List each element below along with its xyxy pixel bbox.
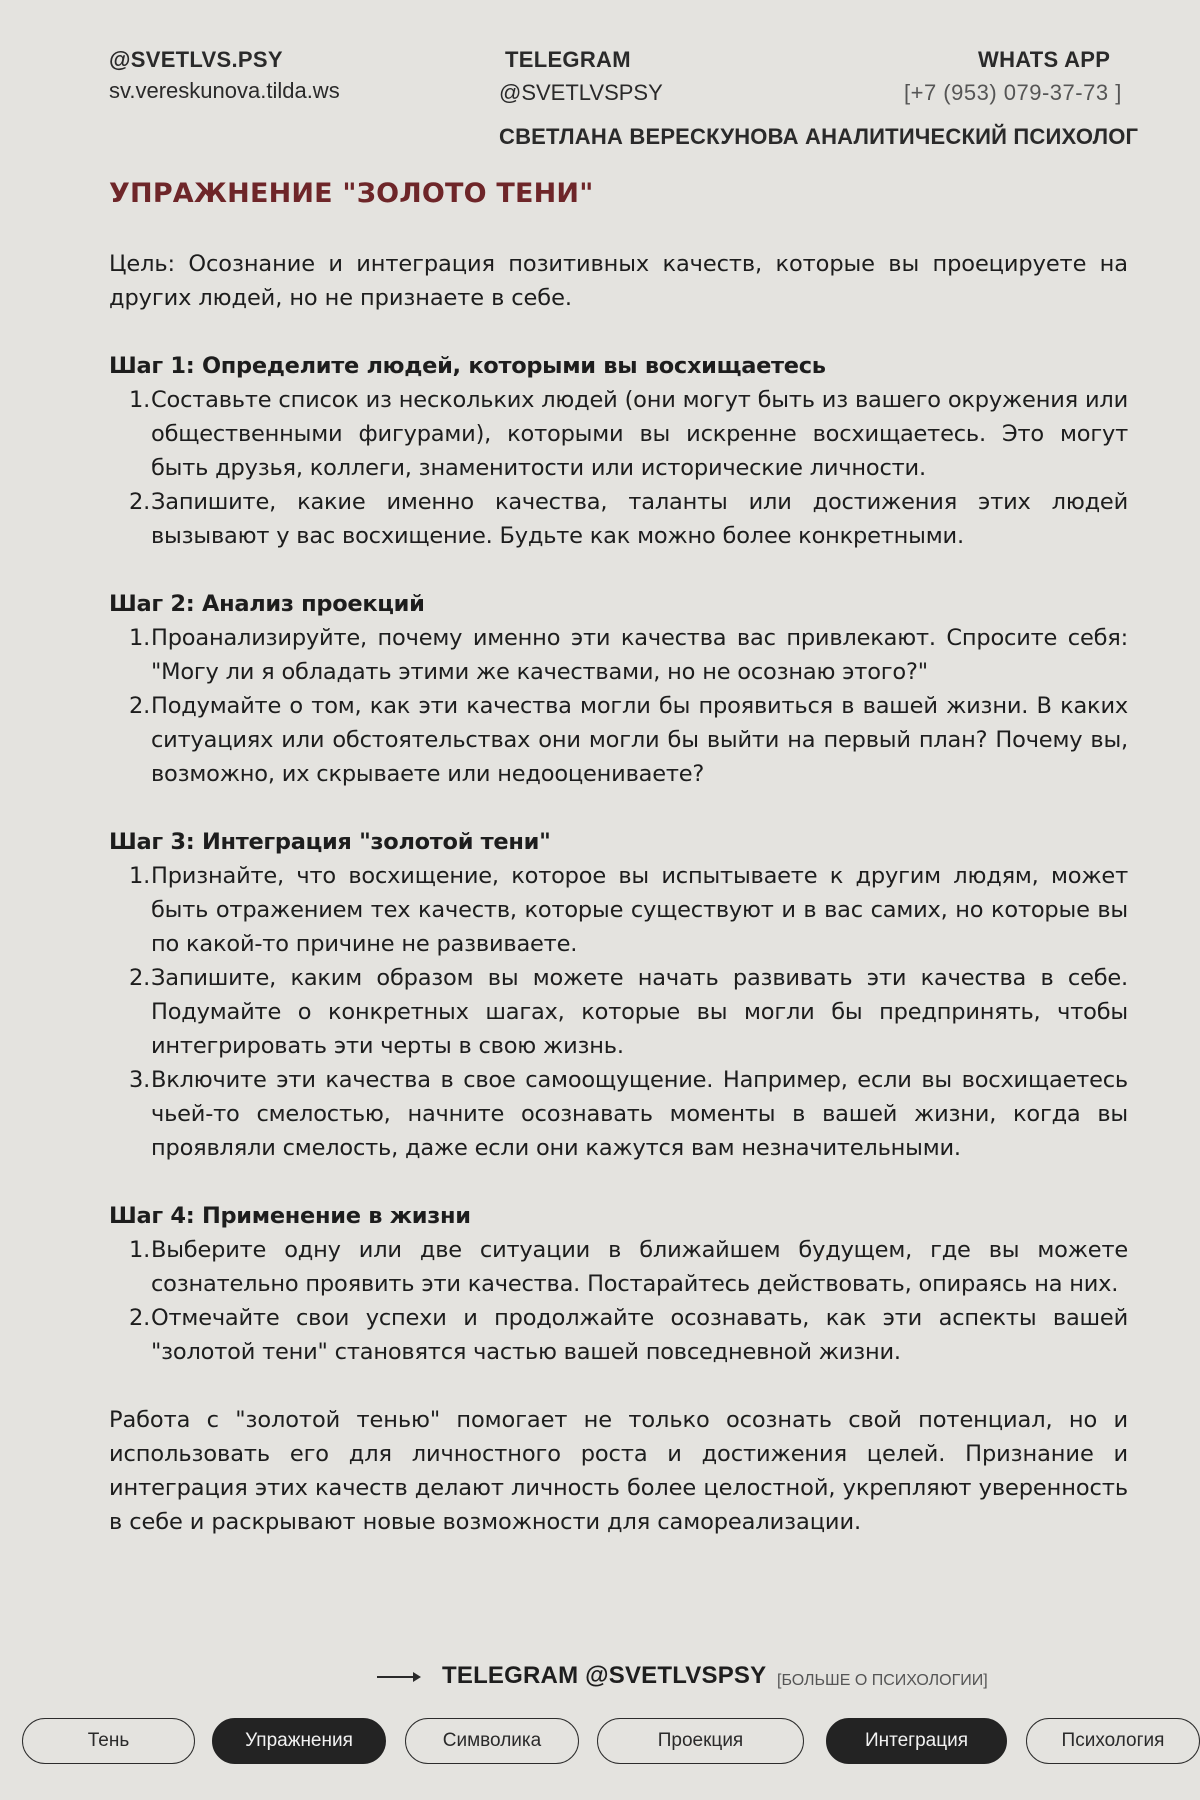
step-heading: Шаг 2: Анализ проекций [109, 591, 425, 617]
tag-button[interactable]: Символика [405, 1718, 579, 1764]
list-item [109, 1063, 1128, 1165]
list-item [109, 859, 1128, 961]
list-item-text: Признайте, что восхищение, которое вы испытываете к другим людям, может быть отражением тех качеств, которые существуют и в вас самих, но которые вы по какой-то причине не развиваете. [151, 863, 1128, 957]
intro-paragraph: Цель: Осознание и интеграция позитивных качеств, которые вы проецируете на других людей, но не признаете в себе. [109, 251, 1128, 311]
footer-telegram-link[interactable]: TELEGRAM @SVETLVSPSY [442, 1662, 767, 1689]
step-heading: Шаг 3: Интеграция "золотой тени" [109, 829, 551, 855]
list-item-number: 1. [129, 1237, 151, 1263]
step-items [109, 621, 1128, 791]
step-section [109, 825, 1128, 1165]
step-items [109, 1233, 1128, 1369]
list-item-text: Запишите, какие именно качества, таланты или достижения этих людей вызывают у вас восхищение. Будьте как можно более конкретными. [151, 489, 1128, 549]
document-body [109, 178, 1128, 1539]
website-link[interactable]: sv.vereskunova.tilda.ws [109, 78, 340, 103]
telegram-handle[interactable]: @SVETLVSPSY [499, 80, 663, 105]
step-items [109, 859, 1128, 1165]
list-item-text: Подумайте о том, как эти качества могли бы проявиться в вашей жизни. В каких ситуациях или обстоятельствах они могли бы выйти на первый план? Почему вы, возможно, их скрываете или недооцениваете? [151, 693, 1128, 787]
tag-button[interactable]: Упражнения [212, 1718, 386, 1764]
telegram-label: TELEGRAM [505, 47, 631, 72]
whatsapp-phone[interactable]: [+7 (953) 079-37-73 ] [904, 80, 1122, 105]
author-subtitle: СВЕТЛАНА ВЕРЕСКУНОВА АНАЛИТИЧЕСКИЙ ПСИХОЛОГ [499, 124, 1139, 149]
list-item-text: Запишите, каким образом вы можете начать развивать эти качества в себе. Подумайте о конкретных шагах, которые вы могли бы предпринять, чтобы интегрировать эти черты в свою жизнь. [151, 965, 1128, 1059]
tag-button[interactable]: Тень [22, 1718, 195, 1764]
whatsapp-label: WHATS APP [978, 47, 1111, 72]
list-item-text: Включите эти качества в свое самоощущение. Например, если вы восхищаетесь чьей-то смелостью, начните осознавать моменты в вашей жизни, когда вы проявляли смелость, даже если они кажутся вам незначительными. [151, 1067, 1128, 1161]
list-item [109, 621, 1128, 689]
list-item [109, 1301, 1128, 1369]
step-items [109, 383, 1128, 553]
step-section [109, 349, 1128, 553]
list-item [109, 485, 1128, 553]
instagram-handle[interactable]: @SVETLVS.PSY [109, 47, 283, 72]
list-item-text: Составьте список из нескольких людей (они могут быть из вашего окружения или общественными фигурами), которыми вы искренне восхищаетесь. Это могут быть друзья, коллеги, знаменитости или исторические личности. [151, 387, 1128, 481]
list-item-text: Отмечайте свои успехи и продолжайте осознавать, как эти аспекты вашей "золотой тени" становятся частью вашей повседневной жизни. [151, 1305, 1128, 1365]
footer-telegram-line [377, 1660, 997, 1694]
list-item [109, 961, 1128, 1063]
list-item-number: 3. [129, 1067, 151, 1093]
step-section [109, 587, 1128, 791]
list-item [109, 383, 1128, 485]
tag-button[interactable]: Проекция [597, 1718, 804, 1764]
list-item-number: 2. [129, 1305, 151, 1331]
list-item-text: Выберите одну или две ситуации в ближайшем будущем, где вы можете сознательно проявить эти качества. Постарайтесь действовать, опираясь на них. [151, 1237, 1128, 1297]
arrow-right-icon [377, 1676, 419, 1678]
footer-more-caption: [БОЛЬШЕ О ПСИХОЛОГИИ] [777, 1672, 988, 1689]
page-title: УПРАЖНЕНИЕ "ЗОЛОТО ТЕНИ" [109, 178, 594, 209]
step-section [109, 1199, 1128, 1369]
step-heading: Шаг 1: Определите людей, которыми вы восхищаетесь [109, 353, 826, 379]
steps-list [109, 349, 1128, 1369]
tag-button[interactable]: Психология [1026, 1718, 1200, 1764]
tag-button[interactable]: Интеграция [826, 1718, 1007, 1764]
list-item [109, 1233, 1128, 1301]
list-item-text: Проанализируйте, почему именно эти качества вас привлекают. Спросите себя: "Могу ли я обладать этими же качествами, но не осознаю этого?" [151, 625, 1128, 685]
list-item-number: 2. [129, 489, 151, 515]
list-item-number: 1. [129, 625, 151, 651]
step-heading: Шаг 4: Применение в жизни [109, 1203, 471, 1229]
list-item-number: 1. [129, 387, 151, 413]
list-item-number: 2. [129, 965, 151, 991]
closing-paragraph: Работа с "золотой тенью" помогает не только осознать свой потенциал, но и использовать его для личностного роста и достижения целей. Признание и интеграция этих качеств делают личность более целостной, укрепляют уверенность в себе и раскрывают новые возможности для самореализации. [109, 1407, 1128, 1535]
list-item [109, 689, 1128, 791]
list-item-number: 2. [129, 693, 151, 719]
list-item-number: 1. [129, 863, 151, 889]
